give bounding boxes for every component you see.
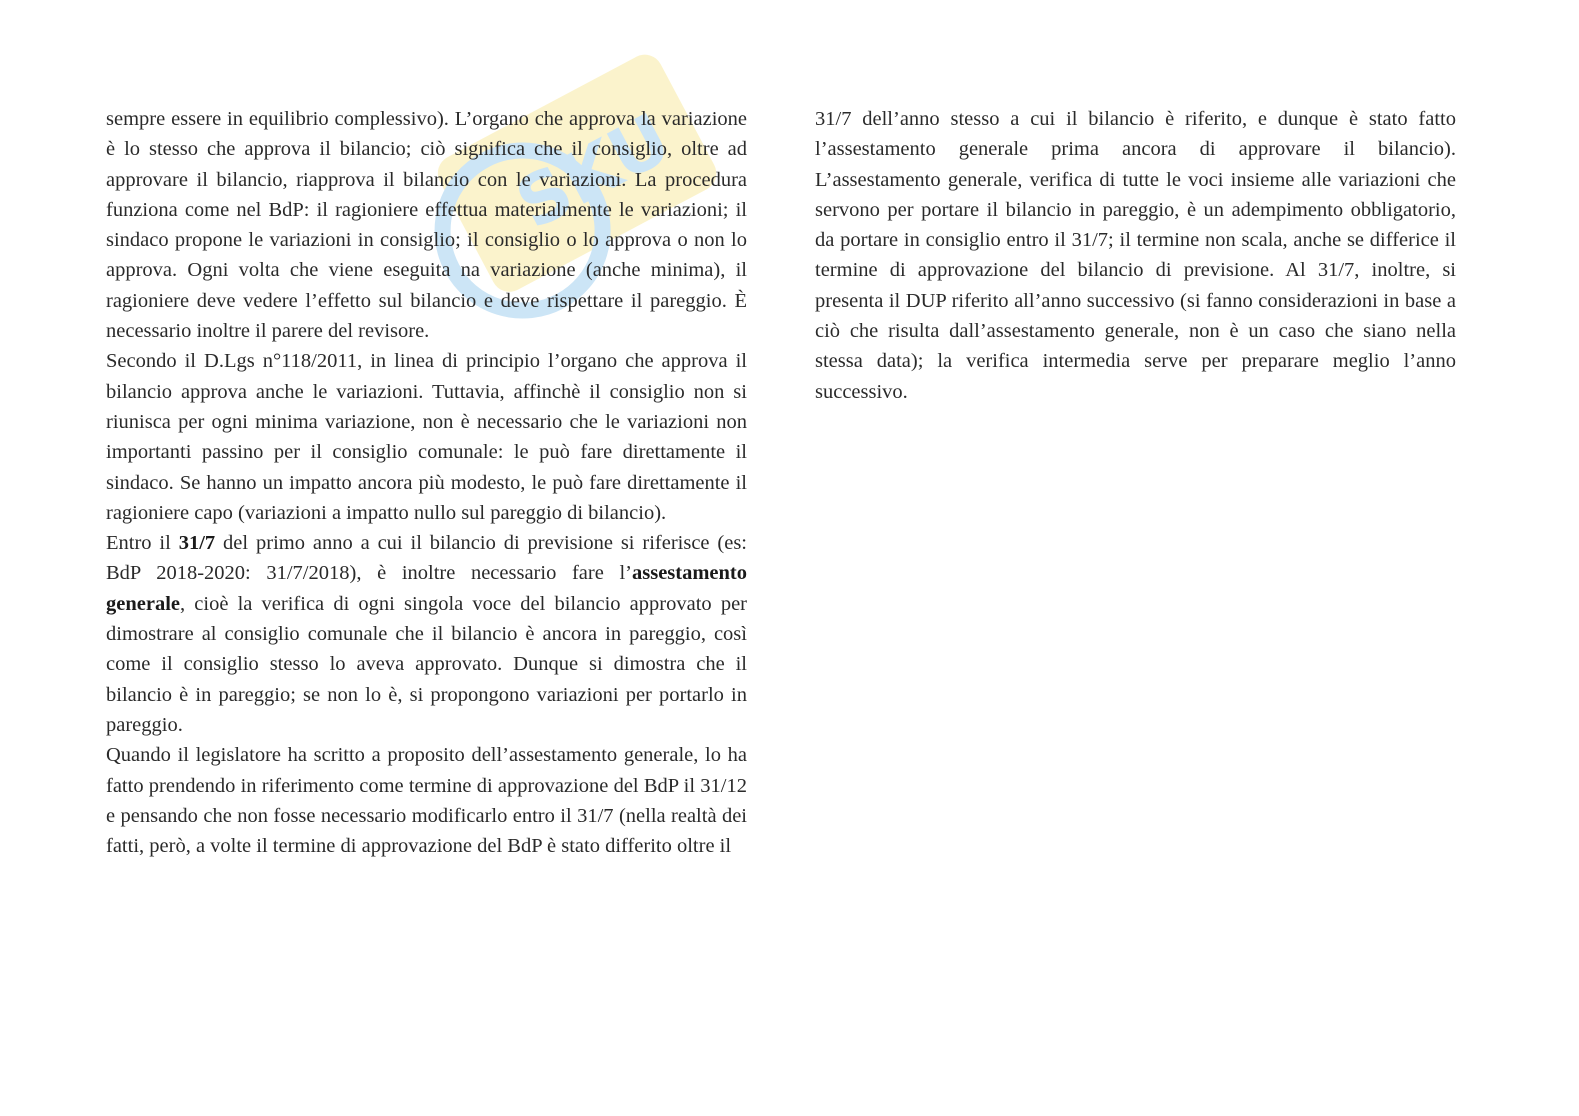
p3-text-3: , cioè la verifica di ogni singola voce del bilancio approvato per dimostrare al consiglio comunale che il bilancio è ancora in pareggio, così come il consiglio stesso lo aveva approvato. Dunque si dimostra che il bilancio è in pareggio; se non lo è, si propongono variazioni per portarlo in pareggio. (106, 592, 747, 736)
left-paragraph-3 (106, 528, 747, 740)
right-column (815, 104, 1456, 407)
p3-bold-assestamento: assestamento generale (106, 562, 747, 615)
left-paragraph-1: sempre essere in equilibrio complessivo). L’organo che approva la variazione è lo stesso che approva il bilancio; ciò significa che il consiglio, oltre ad approvare il bilancio, riapprova il bilancio con le variazioni. La procedura funziona come nel BdP: il ragioniere effettua materialmente le variazioni; il sindaco propone le variazioni in consiglio; il consiglio o lo approva o non lo approva. Ogni volta che viene eseguita na variazione (anche minima), il ragioniere deve vedere l’effetto sul bilancio e deve rispettare il pareggio. È necessario inoltre il parere del revisore. (106, 108, 747, 343)
right-paragraph-1: 31/7 dell’anno stesso a cui il bilancio è riferito, e dunque è stato fatto l’assestamento generale prima ancora di approvare il bilancio). L’assestamento generale, verifica di tutte le voci insieme alle variazioni che servono per portare il bilancio in pareggio, è un adempimento obbligatorio, da portare in consiglio entro il 31/7; il termine non scala, anche se differice il termine di approvazione del bilancio di previsione. Al 31/7, inoltre, si presenta il DUP riferito all’anno successivo (si fanno considerazioni in base a ciò che risulta dall’assestamento generale, non è un caso che siano nella stessa data); la verifica intermedia serve per preparare meglio l’anno successivo. (815, 108, 1456, 403)
p3-text-2: del primo anno a cui il bilancio di previsione si riferisce (es: BdP 2018-2020: 31/7/2018), è inoltre necessario fare l’ (106, 532, 748, 585)
p3-text-1: Entro il (106, 532, 179, 555)
left-column (106, 104, 747, 861)
watermark-letters: SKU (503, 97, 684, 246)
left-paragraph-2: Secondo il D.Lgs n°118/2011, in linea di principio l’organo che approva il bilancio approva anche le variazioni. Tuttavia, affinchè il consiglio non si riunisca per ogni minima variazione, non è necessario che le variazioni non importanti passino per il consiglio comunale: le può fare direttamente il sindaco. Se hanno un impatto ancora più modesto, le può fare direttamente il ragioniere capo (variazioni a impatto nullo sul pareggio di bilancio). (106, 350, 747, 524)
left-paragraph-4: Quando il legislatore ha scritto a proposito dell’assestamento generale, lo ha fatto prendendo in riferimento come termine di approvazione del BdP il 31/12 e pensando che non fosse necessario modificarlo entro il 31/7 (nella realtà dei fatti, però, a volte il termine di approvazione del BdP è stato differito oltre il (106, 744, 747, 858)
p3-bold-date: 31/7 (178, 532, 216, 555)
